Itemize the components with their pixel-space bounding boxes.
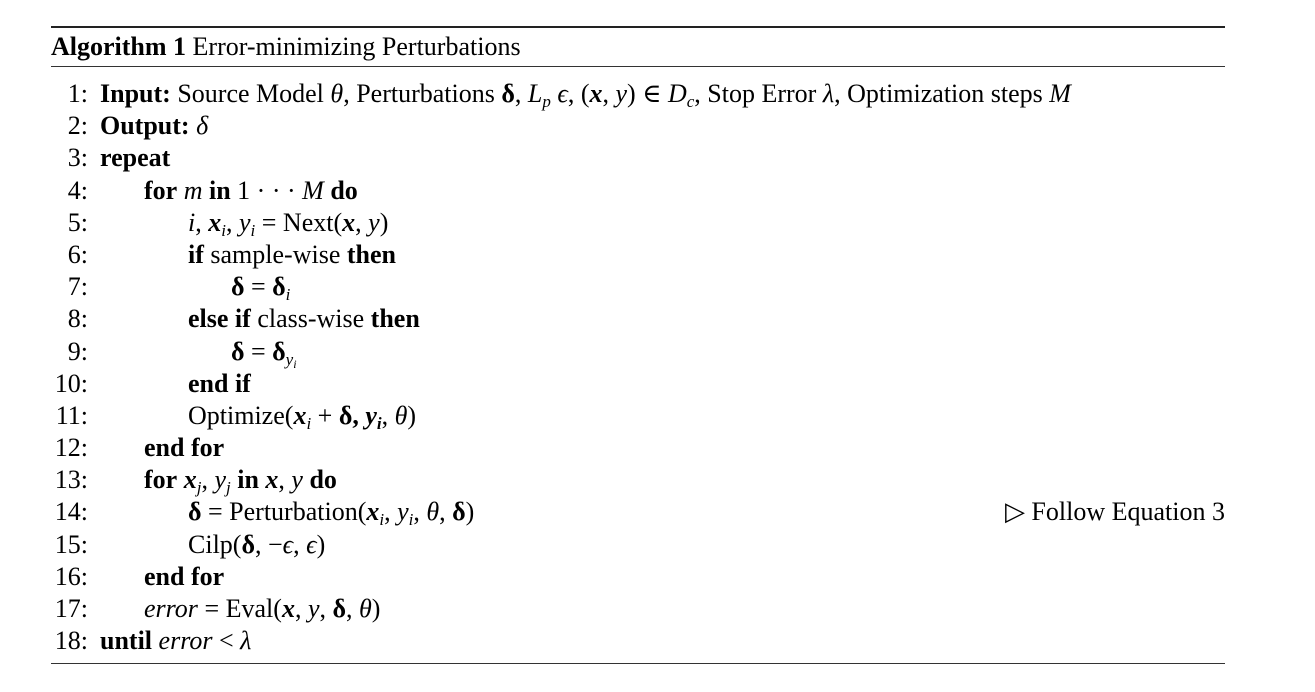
caption-label: Algorithm 1 — [51, 32, 187, 61]
line-number: 8: — [67, 304, 88, 334]
line-number: 10: — [54, 368, 88, 398]
algo-line-14 — [51, 496, 1225, 528]
line-number: 4: — [67, 175, 88, 205]
caption-title: Error-minimizing Perturbations — [192, 32, 521, 61]
algo-line-8 — [51, 303, 1225, 335]
bottom-rule — [51, 663, 1225, 664]
algo-line-3 — [51, 142, 1225, 174]
algo-line-1 — [51, 78, 1225, 110]
line-number: 9: — [67, 336, 88, 366]
line-number: 15: — [54, 529, 88, 559]
line-content: Cilp(δ, −ϵ, ϵ) — [188, 529, 326, 559]
line-content: Output: δ — [100, 111, 209, 141]
algo-line-13 — [51, 464, 1225, 496]
line-content: for $x_j$, $y_j$ in x, y do — [144, 465, 337, 498]
line-number: 3: — [67, 143, 88, 173]
algo-line-7 — [51, 271, 1225, 303]
line-number: 13: — [54, 465, 88, 495]
line-number: 18: — [54, 626, 88, 656]
line-content: end for — [144, 433, 225, 463]
line-content: $Optimize(x_i + \delta$, $y_i$, θ) — [188, 400, 417, 433]
algo-line-10 — [51, 368, 1225, 400]
line-content: until error < λ — [100, 626, 252, 656]
algo-line-16 — [51, 561, 1225, 593]
line-number: 7: — [67, 272, 88, 302]
line-content: end if — [188, 368, 251, 398]
algorithm-lines — [51, 67, 1225, 657]
line-number: 12: — [54, 433, 88, 463]
line-content: $\delta = Perturbation(x_i$, $y_i$, θ, δ) — [188, 497, 475, 530]
line-content: $\delta = \delta_i$ — [231, 272, 291, 305]
line-content: for m in 1 · · · M do — [144, 175, 358, 205]
line-content: repeat — [100, 143, 171, 173]
algo-line-12 — [51, 432, 1225, 464]
algo-line-4 — [51, 175, 1225, 207]
line-content: error = Eval(x, y, δ, θ) — [144, 594, 381, 623]
line-number: 2: — [67, 111, 88, 141]
line-number: 1: — [67, 79, 88, 108]
line-content: Input: Source Model θ, Perturbations δ, $L_p$ ϵ, (x, y) ∈ $D_c$, Stop Error λ, Optimization steps M — [100, 79, 1071, 111]
algo-line-9 — [51, 336, 1225, 371]
algorithm-block — [51, 26, 1225, 664]
algo-line-17 — [51, 593, 1225, 625]
line-number: 17: — [54, 594, 88, 623]
line-number: 6: — [67, 239, 88, 269]
line-number: 11: — [55, 400, 88, 430]
line-comment: ▷ Follow Equation 3 — [1004, 497, 1225, 527]
line-content: else if class-wise then — [188, 304, 420, 334]
algorithm-caption — [51, 28, 1225, 66]
algo-line-11 — [51, 400, 1225, 432]
algo-line-6 — [51, 239, 1225, 271]
line-number: 5: — [67, 207, 88, 237]
line-content: if sample-wise then — [188, 239, 396, 269]
algo-line-18 — [51, 625, 1225, 657]
line-number: 16: — [54, 561, 88, 591]
line-content: i, $x_i$, $y_i$ = Next(x, y) — [188, 207, 389, 240]
line-number: 14: — [54, 497, 88, 527]
line-content: $\delta = \delta_{yi}$ — [231, 336, 297, 371]
algo-line-15 — [51, 529, 1225, 561]
line-content: end for — [144, 561, 225, 591]
algo-line-2 — [51, 110, 1225, 142]
algo-line-5 — [51, 207, 1225, 239]
